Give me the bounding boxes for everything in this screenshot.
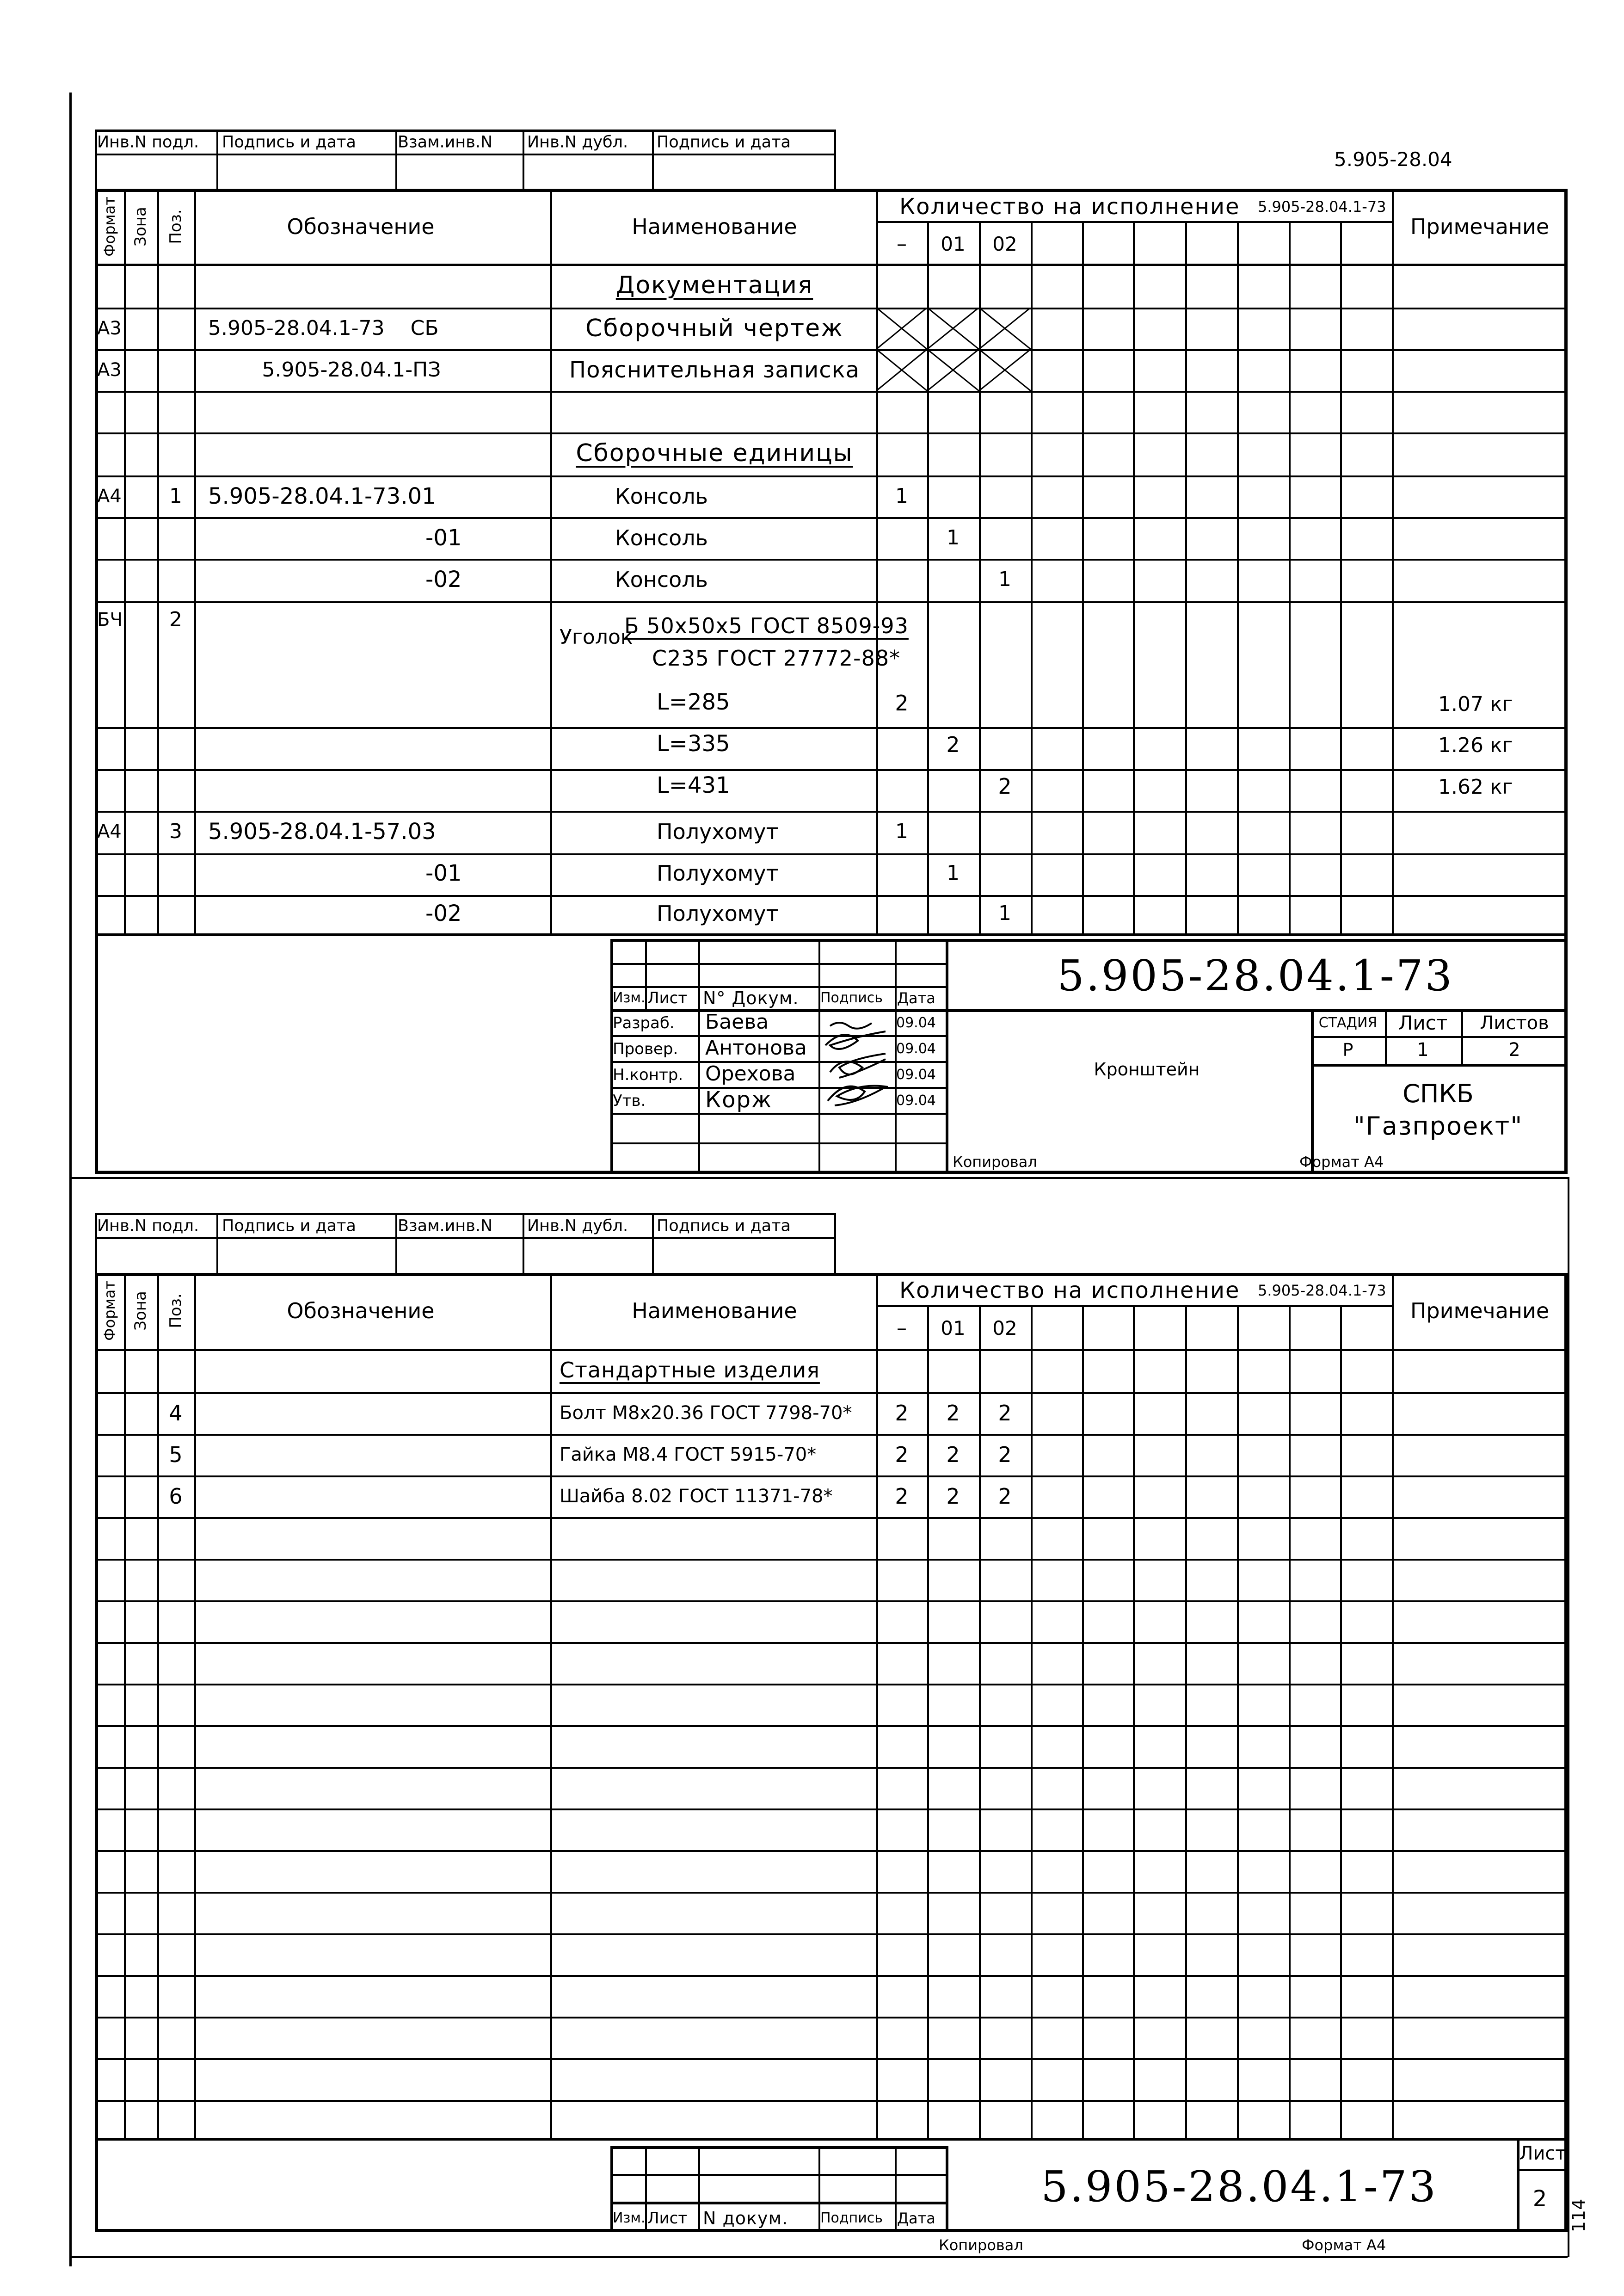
tb2-hdr-date: Дата [897,2210,935,2227]
clamp-row-1-q0: 1 [895,820,908,843]
doc-row-1-name: Сборочный чертеж [585,315,843,342]
clamp-row-2-q1: 1 [947,861,960,885]
clamp-row-1-pos: 3 [169,820,182,843]
stamp-inv-dubl: Инв.N дубл. [527,133,628,152]
tb1-hdr-izm: Изм. [613,990,646,1006]
clamp-row-1-name: Полухомут [657,819,779,844]
angle-length-1-q0: 2 [895,691,909,716]
std-row-1-name: Болт М8х20.36 ГОСТ 7798-70* [560,1402,852,1424]
s2-qty-col-base: – [897,1316,907,1340]
col-note-header: Примечание [1410,214,1550,239]
doc-row-2-name: Пояснительная записка [569,357,860,383]
clamp-row-3-name: Полухомут [657,901,779,926]
sheets-value: 2 [1508,1039,1520,1061]
std-row-1-q0: 2 [895,1401,909,1426]
s2-col-pos-header: Поз. [166,1293,185,1328]
col-zone-header: Зона [131,207,150,247]
s2-col-qty-ref: 5.905-28.04.1-73 [1258,1282,1386,1299]
tb1-date-ncontr: 09.04 [896,1067,936,1083]
format-label-2: Формат А4 [1302,2236,1386,2254]
std-row-3-q0: 2 [895,1484,909,1509]
unit-row-1-pos: 1 [169,484,182,508]
doc-row-1-designation: 5.905-28.04.1-73 СБ [208,316,439,340]
doc-row-2-designation: 5.905-28.04.1-ПЗ [262,358,441,382]
stamp2-sign-date-2: Подпись и дата [657,1216,791,1235]
stamp2-vzam: Взам.инв.N [398,1216,493,1235]
std-row-2-pos: 5 [169,1442,183,1467]
clamp-row-2-name: Полухомут [657,861,779,886]
clamp-row-3-designation: -02 [425,901,462,926]
std-row-2-q1: 2 [946,1442,960,1467]
angle-pos: 2 [169,608,182,631]
clamp-row-3-q2: 1 [998,901,1011,925]
tb1-role-ncontr: Н.контр. [613,1066,683,1084]
s2-col-note-header: Примечание [1410,1298,1550,1323]
stamp2-inv-podl: Инв.N подл. [97,1216,199,1235]
s2-col-qty-header: Количество на исполнение [899,1278,1240,1303]
product-name: Кронштейн [1094,1059,1200,1080]
qty-col-01: 01 [941,233,966,255]
angle-length-1: L=285 [657,689,730,715]
tb2-hdr-doc: N докум. [703,2208,788,2228]
unit-row-1-q0: 1 [895,484,908,508]
sheet-label: Лист [1398,1012,1448,1034]
angle-length-2: L=335 [657,731,730,757]
section-docs-title: Документация [615,272,813,299]
bottom-edge-line [69,2256,1568,2258]
stage-label: СТАДИЯ [1318,1015,1378,1031]
std-row-3-q2: 2 [998,1484,1012,1509]
unit-row-2-designation: -01 [425,525,462,551]
col-designation-header: Обозначение [287,214,435,239]
sheet-divider [69,1177,1568,1179]
angle-length-2-note: 1.26 кг [1438,734,1513,757]
tb2-hdr-list: Лист [647,2209,688,2228]
copied-label-1: Копировал [953,1153,1037,1171]
clamp-row-1-format: А4 [97,821,122,842]
unit-row-2-name: Консоль [615,525,708,550]
tb1-date-approve: 09.04 [896,1092,936,1109]
col-format-header: Формат [101,197,118,257]
title-code-1: 5.905-28.04.1-73 [1057,951,1454,1000]
clamp-row-2-designation: -01 [425,860,462,886]
stage-value: Р [1342,1040,1353,1060]
qty-col-base: – [897,232,907,256]
org-line2: "Газпроект" [1353,1111,1523,1141]
unit-row-1-designation: 5.905-28.04.1-73.01 [208,483,436,509]
tb1-hdr-doc: N° Докум. [703,988,799,1008]
s2-col-zone-header: Зона [131,1291,150,1331]
unit-row-1-name: Консоль [615,484,708,509]
tb1-role-approve: Утв. [613,1092,646,1110]
doc-ref-top: 5.905-28.04 [1334,148,1452,171]
tb2-sheet-value: 2 [1532,2186,1547,2212]
unit-row-2-q1: 1 [947,526,960,549]
angle-length-3-q2: 2 [998,774,1012,799]
copied-label-2: Копировал [939,2236,1023,2254]
angle-length-2-q1: 2 [946,732,960,757]
tb1-date-check: 09.04 [896,1041,936,1057]
tb1-hdr-date: Дата [897,989,935,1007]
tb1-hdr-list: Лист [647,989,688,1007]
org-line1: СПКБ [1403,1079,1474,1108]
stamp-sign-date: Подпись и дата [222,133,356,152]
unit-row-3-name: Консоль [615,567,708,592]
angle-length-3-note: 1.62 кг [1438,775,1513,799]
tb1-date-dev: 09.04 [896,1015,936,1031]
s2-col-name-header: Наименование [632,1298,797,1323]
tb2-hdr-izm: Изм. [613,2210,646,2226]
angle-spec-line1: Б 50х50х5 ГОСТ 8509-93 [624,613,909,638]
angle-name: Уголок [560,625,633,649]
tb2-hdr-sign: Подпись [820,2210,883,2226]
angle-format: БЧ [97,609,123,630]
page-number: 114 [1569,2198,1589,2233]
unit-row-3-designation: -02 [425,567,462,593]
left-margin-line [69,93,72,2266]
right-edge-line [1568,1177,1569,2257]
stamp-sign-date-2: Подпись и дата [657,133,791,152]
stamp2-sign-date: Подпись и дата [222,1216,356,1235]
col-pos-header: Поз. [166,209,185,244]
tb1-role-check: Провер. [613,1040,678,1058]
std-row-1-q2: 2 [998,1401,1012,1426]
unit-row-3-q2: 1 [998,568,1011,591]
sheets-label: Листов [1480,1012,1549,1034]
qty-col-02: 02 [992,233,1017,255]
tb1-name-check: Антонова [705,1036,807,1060]
unit-row-1-format: А4 [97,486,122,507]
section-std-title: Стандартные изделия [560,1358,820,1383]
doc-row-1-format: А3 [97,318,122,339]
s2-col-format-header: Формат [101,1281,118,1341]
sheet-value: 1 [1417,1039,1429,1061]
std-row-3-pos: 6 [169,1484,183,1509]
tb2-sheet-label: Лист [1519,2143,1566,2164]
std-row-2-q2: 2 [998,1442,1012,1467]
std-row-1-pos: 4 [169,1401,183,1426]
signature-icon [821,1013,895,1133]
col-qty-ref: 5.905-28.04.1-73 [1258,198,1386,216]
std-row-1-q1: 2 [946,1401,960,1426]
tb1-name-dev: Баева [705,1010,769,1034]
tb1-name-approve: Корж [705,1087,773,1113]
tb1-hdr-sign: Подпись [820,990,883,1006]
angle-length-3: L=431 [657,772,730,798]
angle-spec-line2: С235 ГОСТ 27772-88* [652,646,901,671]
stamp-vzam: Взам.инв.N [398,133,493,152]
s2-qty-col-02: 02 [992,1317,1017,1339]
doc-row-2-format: А3 [97,359,122,381]
col-qty-header: Количество на исполнение [899,194,1240,220]
clamp-row-1-designation: 5.905-28.04.1-57.03 [208,819,436,845]
tb1-role-dev: Разраб. [613,1014,675,1032]
section-units-title: Сборочные единицы [576,439,853,467]
stamp-inv-podl: Инв.N подл. [97,133,199,152]
format-label-1: Формат А4 [1299,1153,1384,1171]
std-row-2-q0: 2 [895,1442,909,1467]
stamp2-inv-dubl: Инв.N дубл. [527,1216,628,1235]
std-row-3-name: Шайба 8.02 ГОСТ 11371-78* [560,1486,833,1507]
tb1-name-ncontr: Орехова [705,1062,796,1086]
angle-length-1-note: 1.07 кг [1438,692,1513,716]
s2-qty-col-01: 01 [941,1317,966,1339]
std-row-3-q1: 2 [946,1484,960,1509]
s2-col-designation-header: Обозначение [287,1298,435,1323]
col-name-header: Наименование [632,214,797,239]
std-row-2-name: Гайка М8.4 ГОСТ 5915-70* [560,1444,817,1465]
title-code-2: 5.905-28.04.1-73 [1041,2162,1438,2211]
doc-cross-marks [876,308,1031,391]
